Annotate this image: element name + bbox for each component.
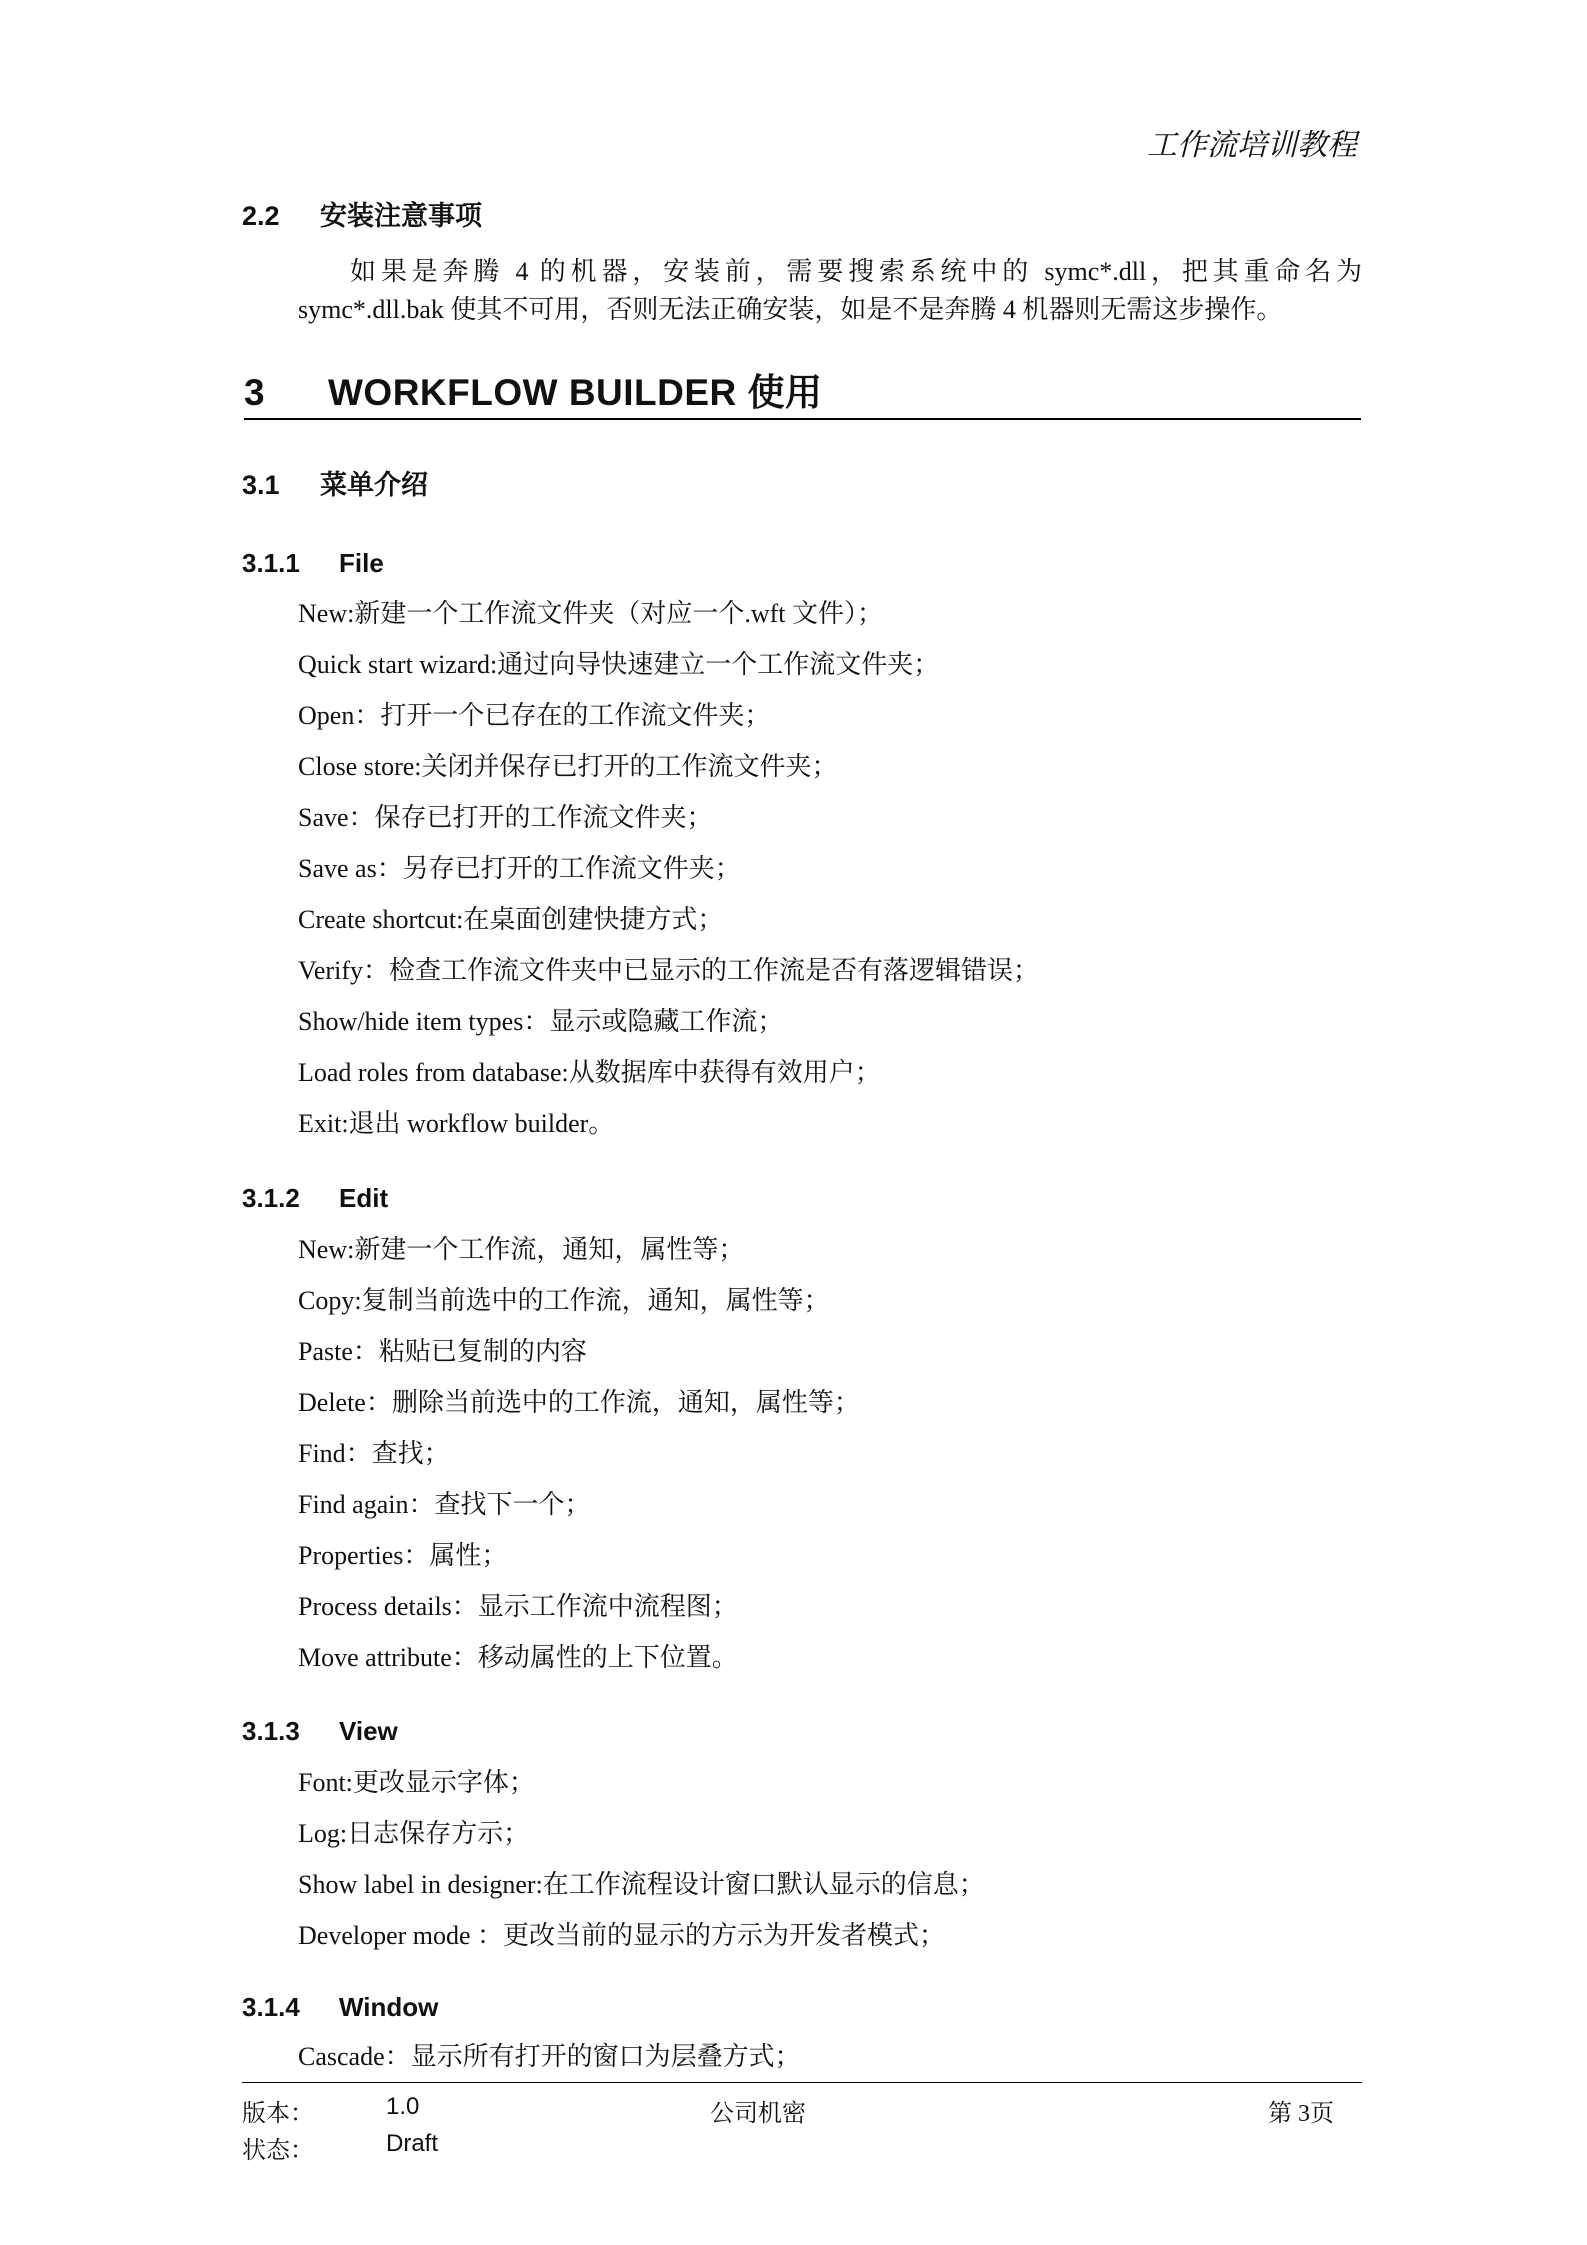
file-menu-item: Create shortcut:在桌面创建快捷方式； <box>298 905 724 934</box>
subsection-heading-file <box>242 548 384 579</box>
view-menu-item: Font:更改显示字体； <box>298 1768 535 1797</box>
file-menu-item: Save as：另存已打开的工作流文件夹； <box>298 854 741 883</box>
edit-menu-item: Process details：显示工作流中流程图； <box>298 1592 738 1621</box>
chapter-heading-3 <box>244 362 1361 420</box>
section-number: 3.1 <box>242 470 280 500</box>
subsection-number: 3.1.3 <box>242 1716 300 1746</box>
section-number: 2.2 <box>242 201 280 231</box>
file-menu-item: Open：打开一个已存在的工作流文件夹； <box>298 701 771 730</box>
subsection-number: 3.1.1 <box>242 548 300 578</box>
subsection-title: View <box>339 1716 398 1746</box>
footer-page-number: 第 3页 <box>1268 2101 1334 2127</box>
subsection-number: 3.1.4 <box>242 1992 300 2022</box>
edit-menu-item: Delete：删除当前选中的工作流，通知，属性等； <box>298 1388 860 1417</box>
subsection-title: Window <box>339 1992 439 2022</box>
footer-status-value: Draft <box>386 2130 439 2157</box>
subsection-title: Edit <box>339 1183 389 1213</box>
chapter-title: WORKFLOW BUILDER 使用 <box>328 372 823 413</box>
edit-menu-item: Copy:复制当前选中的工作流，通知，属性等； <box>298 1286 830 1315</box>
file-menu-item: Save：保存已打开的工作流文件夹； <box>298 803 713 832</box>
footer-status-label: 状态： <box>242 2138 314 2164</box>
edit-menu-item: New:新建一个工作流，通知，属性等； <box>298 1235 745 1264</box>
install-note-paragraph: 如果是奔腾 4 的机器，安装前，需要搜索系统中的 symc*.dll，把其重命名为 symc*.dll.bak 使其不可用，否则无法正确安装，如是不是奔腾 4 机器则无需这步操作。 <box>298 257 1362 324</box>
running-header: 工作流培训教程 <box>1147 129 1357 162</box>
section-title: 菜单介绍 <box>320 470 428 500</box>
footer-version-value: 1.0 <box>386 2093 420 2120</box>
subsection-heading-view <box>242 1716 398 1747</box>
edit-menu-item: Move attribute：移动属性的上下位置。 <box>298 1643 738 1672</box>
view-menu-item: Show label in designer:在工作流程设计窗口默认显示的信息； <box>298 1870 985 1899</box>
section-heading-3-1 <box>242 463 428 502</box>
file-menu-item: Load roles from database:从数据库中获得有效用户； <box>298 1058 881 1087</box>
file-menu-item: Show/hide item types：显示或隐藏工作流； <box>298 1007 784 1036</box>
view-menu-item: Log:日志保存方示； <box>298 1819 530 1848</box>
view-menu-item: Developer mode ：更改当前的显示的方示为开发者模式； <box>298 1921 946 1950</box>
edit-menu-item: Find again：查找下一个； <box>298 1490 591 1519</box>
file-menu-item: New:新建一个工作流文件夹（对应一个.wft 文件）； <box>298 599 883 628</box>
edit-menu-item: Paste：粘贴已复制的内容 <box>298 1337 587 1366</box>
subsection-number: 3.1.2 <box>242 1183 300 1213</box>
chapter-number: 3 <box>244 372 266 413</box>
subsection-heading-edit <box>242 1183 388 1214</box>
edit-menu-item: Properties：属性； <box>298 1541 508 1570</box>
subsection-title: File <box>339 548 384 578</box>
footer-confidential: 公司机密 <box>710 2101 806 2127</box>
subsection-heading-window <box>242 1992 438 2023</box>
file-menu-item: Exit:退出 workflow builder。 <box>298 1109 615 1138</box>
section-heading-2-2 <box>242 194 482 233</box>
file-menu-item: Quick start wizard:通过向导快速建立一个工作流文件夹； <box>298 650 940 679</box>
edit-menu-item: Find：查找； <box>298 1439 450 1468</box>
footer-version-label: 版本： <box>242 2101 314 2127</box>
section-title: 安装注意事项 <box>320 201 482 231</box>
footer-divider <box>242 2082 1362 2083</box>
window-menu-item: Cascade：显示所有打开的窗口为层叠方式； <box>298 2042 801 2071</box>
file-menu-item: Close store:关闭并保存已打开的工作流文件夹； <box>298 752 838 781</box>
file-menu-item: Verify：检查工作流文件夹中已显示的工作流是否有落逻辑错误； <box>298 956 1039 985</box>
